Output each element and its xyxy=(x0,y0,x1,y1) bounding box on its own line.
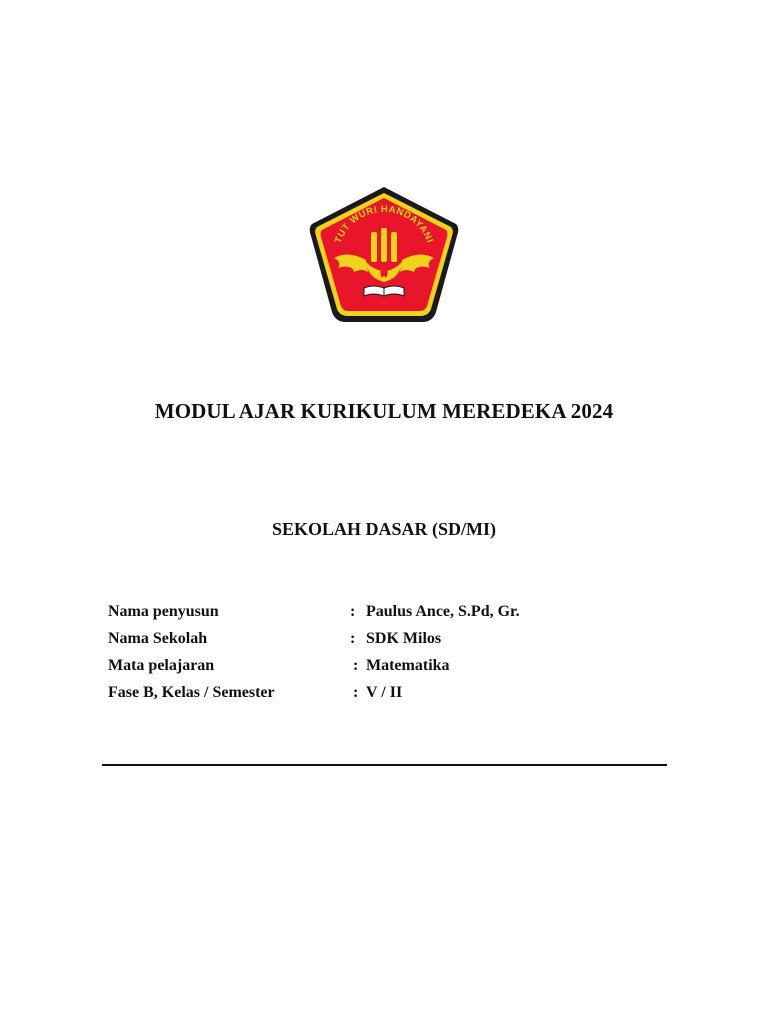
tut-wuri-handayani-logo xyxy=(308,184,460,326)
info-label: Nama penyusun xyxy=(108,603,219,620)
info-colon: : xyxy=(350,630,356,647)
info-row-phase-class xyxy=(108,682,668,709)
horizontal-divider xyxy=(102,764,667,766)
info-value: Paulus Ance, S.Pd, Gr. xyxy=(366,603,520,620)
info-row-subject xyxy=(108,655,668,682)
info-label: Fase B, Kelas / Semester xyxy=(108,684,275,701)
logo-motto-text: TUT WURI HANDAYANI xyxy=(332,203,436,245)
document-info-table xyxy=(108,601,668,709)
document-title: MODUL AJAR KURIKULUM MEREDEKA 2024 xyxy=(154,399,614,423)
info-colon: : xyxy=(353,684,359,701)
info-row-author xyxy=(108,601,668,628)
info-label: Nama Sekolah xyxy=(108,630,208,647)
info-value: Matematika xyxy=(366,657,450,674)
info-row-school xyxy=(108,628,668,655)
school-level-subtitle: SEKOLAH DASAR (SD/MI) xyxy=(271,519,497,539)
info-colon: : xyxy=(350,603,356,620)
info-colon: : xyxy=(353,657,359,674)
info-label: Mata pelajaran xyxy=(108,657,215,674)
info-value: SDK Milos xyxy=(366,630,442,647)
info-value: V / II xyxy=(366,684,403,701)
